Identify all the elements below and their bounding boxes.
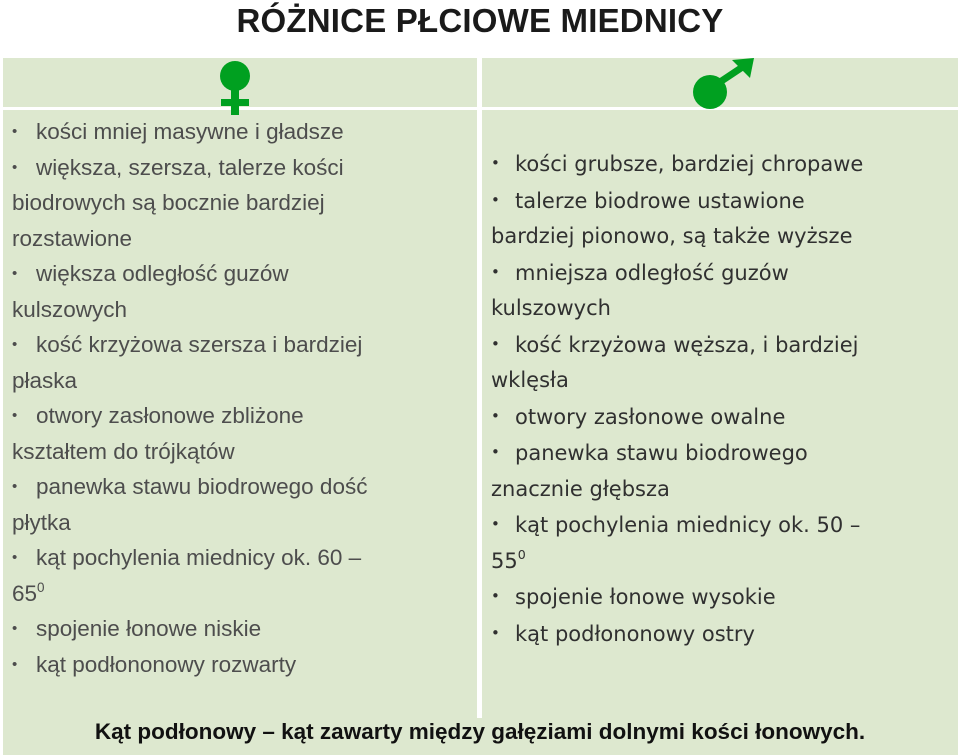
- list-item-text: płytka: [12, 509, 71, 535]
- bullet-icon: •: [12, 655, 18, 673]
- list-item: [12, 150, 462, 186]
- list-item: [12, 469, 462, 505]
- list-item: [12, 185, 462, 221]
- list-item-text: kość krzyżowa szersza i bardziej: [36, 332, 363, 357]
- list-item-text: panewka stawu biodrowego: [515, 441, 808, 465]
- header-row-divider: [3, 107, 958, 110]
- list-item: [491, 327, 953, 364]
- female-symbol-icon: [210, 58, 260, 116]
- bullet-icon: •: [491, 587, 500, 605]
- list-item-text: kąt pochylenia miednicy ok. 50 –: [515, 513, 861, 537]
- list-item: [12, 292, 462, 328]
- list-item: [12, 540, 462, 576]
- degree-superscript: 0: [37, 579, 45, 595]
- bullet-icon: •: [491, 154, 500, 172]
- list-item-text: spojenie łonowe niskie: [36, 616, 262, 641]
- list-item-text: bardziej pionowo, są także wyższe: [491, 224, 853, 248]
- list-item-text: spojenie łonowe wysokie: [515, 585, 776, 609]
- list-item-text: kości grubsze, bardziej chropawe: [515, 152, 864, 176]
- bullet-icon: •: [491, 190, 500, 209]
- list-item: [491, 399, 953, 436]
- list-item: [491, 507, 953, 544]
- bullet-icon: •: [491, 515, 500, 533]
- list-item-text: otwory zasłonowe owalne: [515, 404, 786, 429]
- list-item-text: rozstawione: [12, 225, 133, 251]
- list-item-text: kąt podłononowy ostry: [515, 621, 755, 646]
- list-item: [491, 579, 953, 616]
- bullet-icon: •: [12, 336, 18, 353]
- list-item: [12, 576, 462, 612]
- bullet-icon: •: [12, 158, 18, 176]
- list-item-text: kość krzyżowa węższa, i bardziej: [515, 332, 859, 357]
- female-traits-list: [12, 114, 462, 682]
- list-item-text: płaska: [12, 367, 78, 393]
- list-item: [12, 114, 462, 150]
- bullet-icon: •: [12, 407, 18, 424]
- list-item: [12, 256, 462, 292]
- list-item-text: znacznie głębsza: [491, 476, 670, 501]
- list-item-text: mniejsza odległość guzów: [515, 260, 789, 285]
- list-item: [12, 363, 462, 399]
- list-item: [491, 544, 953, 580]
- bullet-icon: •: [491, 623, 500, 642]
- list-item: [491, 616, 953, 653]
- list-item: [491, 291, 953, 327]
- page-title: RÓŻNICE PŁCIOWE MIEDNICY: [236, 2, 724, 39]
- bullet-icon: •: [12, 478, 18, 495]
- male-traits-list: [491, 146, 953, 652]
- list-item: [12, 647, 462, 683]
- bullet-icon: •: [491, 262, 500, 281]
- list-item: [491, 435, 953, 472]
- list-item-text: panewka stawu biodrowego dość: [36, 474, 368, 499]
- list-item: [12, 505, 462, 541]
- footer-definition: Kąt podłonowy – kąt zawarty między gałęziami dolnymi kości łonowych.: [94, 719, 866, 744]
- list-item-text: kąt podłononowy rozwarty: [36, 651, 297, 677]
- list-item-text: biodrowych są bocznie bardziej: [12, 190, 325, 215]
- list-item: [12, 327, 462, 363]
- list-item: [491, 472, 953, 508]
- list-item: [491, 146, 953, 183]
- list-item-text: kulszowych: [12, 296, 128, 322]
- bullet-icon: •: [491, 406, 500, 425]
- bullet-icon: •: [12, 123, 18, 140]
- list-item-text: talerze biodrowe ustawione: [515, 188, 805, 213]
- list-item: [12, 434, 462, 470]
- list-item-text: większa odległość guzów: [36, 261, 289, 286]
- list-item: [12, 611, 462, 647]
- list-item-text: 65: [12, 580, 38, 606]
- bullet-icon: •: [12, 620, 18, 637]
- list-item: [12, 398, 462, 434]
- degree-superscript: 0: [517, 546, 526, 562]
- list-item-text: kształtem do trójkątów: [12, 438, 235, 464]
- male-symbol-icon: [690, 58, 756, 112]
- list-item-text: otwory zasłonowe zbliżone: [36, 403, 304, 428]
- list-item-text: kulszowych: [491, 296, 611, 320]
- list-item: [491, 183, 953, 220]
- list-item-text: kości mniej masywne i gładsze: [36, 119, 344, 144]
- column-divider: [477, 58, 482, 718]
- list-item-text: 55: [491, 548, 518, 573]
- list-item: [12, 221, 462, 257]
- list-item: [491, 363, 953, 399]
- bullet-icon: •: [491, 334, 500, 353]
- bullet-icon: •: [12, 549, 18, 566]
- bullet-icon: •: [12, 265, 18, 282]
- list-item-text: większa, szersza, talerze kości: [36, 154, 344, 180]
- list-item: [491, 219, 953, 255]
- list-item-text: wklęsła: [491, 368, 569, 392]
- list-item: [491, 255, 953, 292]
- bullet-icon: •: [491, 443, 500, 461]
- list-item-text: kąt pochylenia miednicy ok. 60 –: [36, 545, 362, 570]
